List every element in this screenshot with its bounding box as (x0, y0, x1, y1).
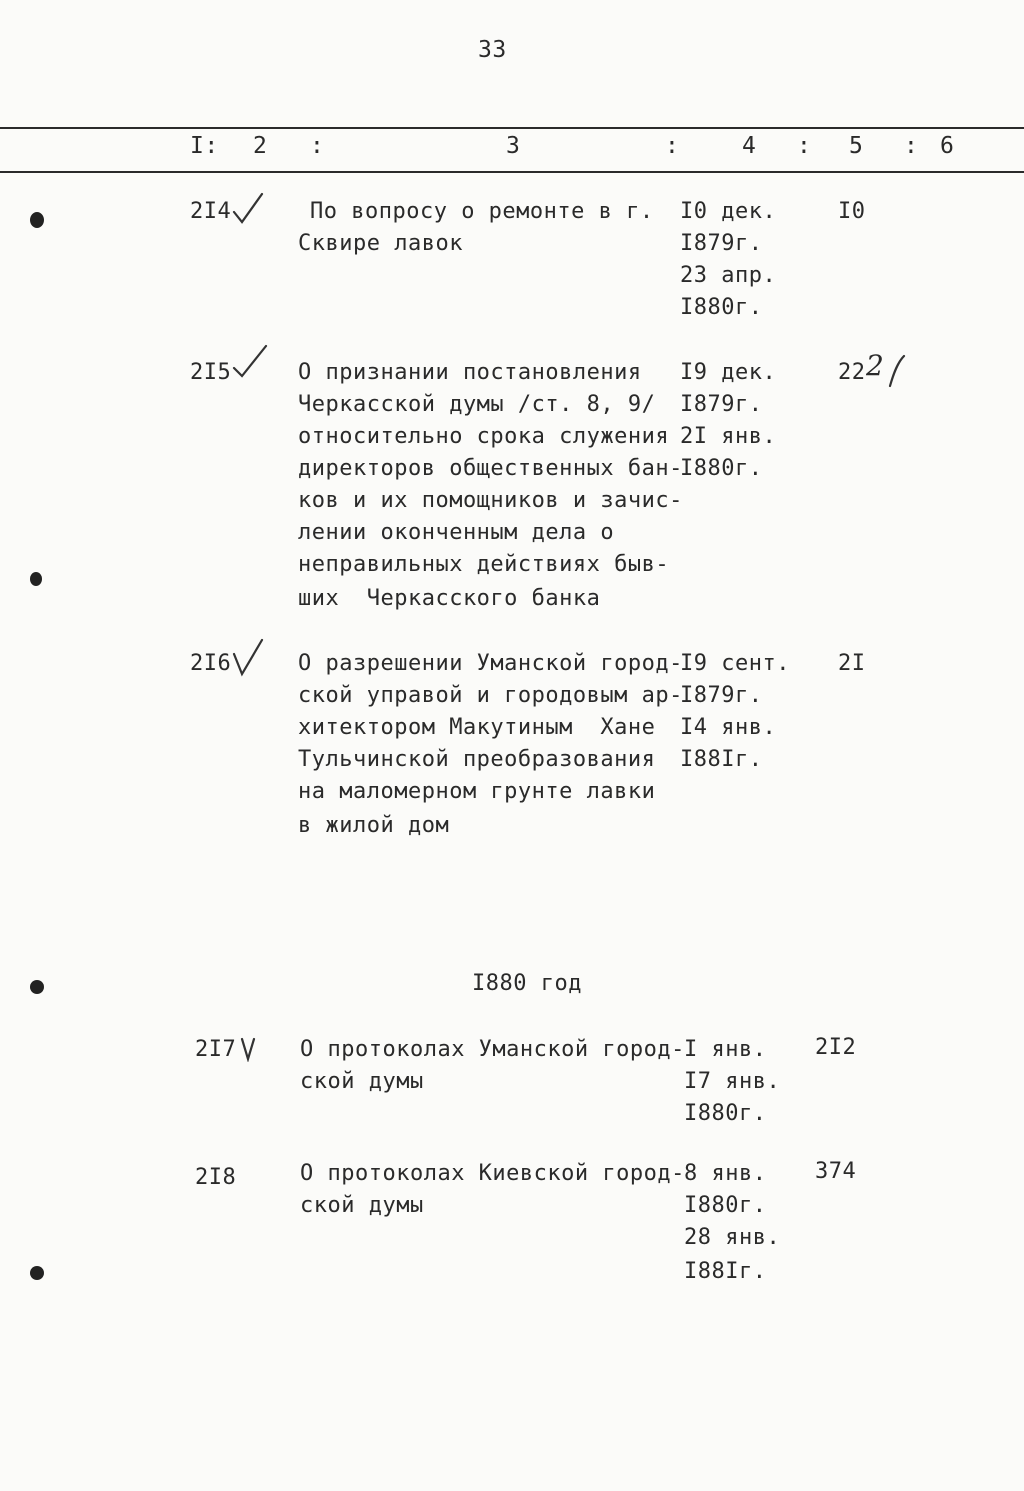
header-col-3: 3 (506, 133, 521, 159)
page-number: 33 (478, 37, 507, 63)
sheet-count: 2I2 (815, 1035, 857, 1060)
case-title-line: ших Черкасского банка (298, 586, 601, 611)
case-title-line: лении оконченным дела о (298, 520, 615, 545)
case-title-line: О протоколах Киевской город- (300, 1161, 685, 1186)
section-heading-year: I880 год (472, 971, 582, 996)
header-bottom-rule (0, 171, 1024, 173)
case-title-line: Сквире лавок (298, 231, 463, 256)
case-number: 2I8 (195, 1165, 237, 1190)
case-number: 2I7 (195, 1037, 237, 1062)
case-date-line: 23 апр. (680, 263, 777, 288)
case-title-line: директоров общественных бан- (298, 456, 683, 481)
case-title-line: Черкасской думы /ст. 8, 9/ (298, 392, 656, 417)
handwritten-stroke-icon (886, 352, 908, 388)
binding-hole-mark (30, 1266, 44, 1280)
case-title-line: По вопросу о ремонте в г. (310, 199, 654, 224)
case-title-line: неправильных действиях быв- (298, 552, 670, 577)
header-col-1: I: (190, 133, 219, 159)
case-date-line: I880г. (680, 295, 763, 320)
binding-hole-mark (30, 572, 42, 586)
case-date-line: I4 янв. (680, 715, 777, 740)
check-mark-icon (230, 190, 266, 226)
header-sep-4: : (904, 133, 919, 159)
case-date-line: I0 дек. (680, 199, 777, 224)
case-date-line: I7 янв. (684, 1069, 781, 1094)
case-date-line: I янв. (684, 1037, 767, 1062)
header-sep-3: : (797, 133, 812, 159)
case-title-line: Тульчинской преобразования (298, 747, 656, 772)
case-title-line: ской управой и городовым ар- (298, 683, 683, 708)
case-number: 2I4 (190, 199, 232, 224)
case-title-line: О протоколах Уманской город- (300, 1037, 685, 1062)
case-title-line: хитектором Макутиным Хане (298, 715, 656, 740)
case-number: 2I5 (190, 360, 232, 385)
case-date-line: I879г. (680, 231, 763, 256)
sheet-count: 374 (815, 1159, 857, 1184)
check-mark-icon (230, 636, 266, 678)
header-sep-1: : (310, 133, 325, 159)
header-col-6: 6 (940, 133, 955, 159)
case-date-line: I88Iг. (684, 1259, 767, 1284)
case-date-line: I880г. (684, 1193, 767, 1218)
sheet-count: 2I (838, 651, 866, 676)
header-col-4: 4 (742, 133, 757, 159)
header-sep-2: : (665, 133, 680, 159)
sheet-count: I0 (838, 199, 866, 224)
case-date-line: I9 сент. (680, 651, 790, 676)
case-number: 2I6 (190, 651, 232, 676)
case-date-line: I9 дек. (680, 360, 777, 385)
case-title-line: ской думы (300, 1193, 424, 1218)
case-title-line: относительно срока служения (298, 424, 670, 449)
header-top-rule (0, 127, 1024, 129)
case-date-line: 2I янв. (680, 424, 777, 449)
case-date-line: I880г. (684, 1101, 767, 1126)
sheet-count: 22 (838, 360, 866, 385)
case-date-line: I879г. (680, 683, 763, 708)
case-title-line: на маломерном грунте лавки (298, 779, 656, 804)
case-date-line: I88Iг. (680, 747, 763, 772)
handwritten-sheet-digit: 2 (866, 349, 885, 382)
header-col-5: 5 (849, 133, 864, 159)
case-title-line: в жилой дом (298, 813, 450, 838)
case-title-line: ков и их помощников и зачис- (298, 488, 683, 513)
header-col-2: 2 (253, 133, 268, 159)
case-date-line: 28 янв. (684, 1225, 781, 1250)
case-date-line: I880г. (680, 456, 763, 481)
check-mark-icon (240, 1036, 256, 1062)
case-title-line: О признании постановления (298, 360, 642, 385)
case-title-line: О разрешении Уманской город- (298, 651, 683, 676)
case-date-line: I879г. (680, 392, 763, 417)
case-title-line: ской думы (300, 1069, 424, 1094)
binding-hole-mark (30, 980, 44, 994)
check-mark-icon (230, 342, 270, 382)
case-date-line: 8 янв. (684, 1161, 767, 1186)
binding-hole-mark (30, 212, 44, 228)
